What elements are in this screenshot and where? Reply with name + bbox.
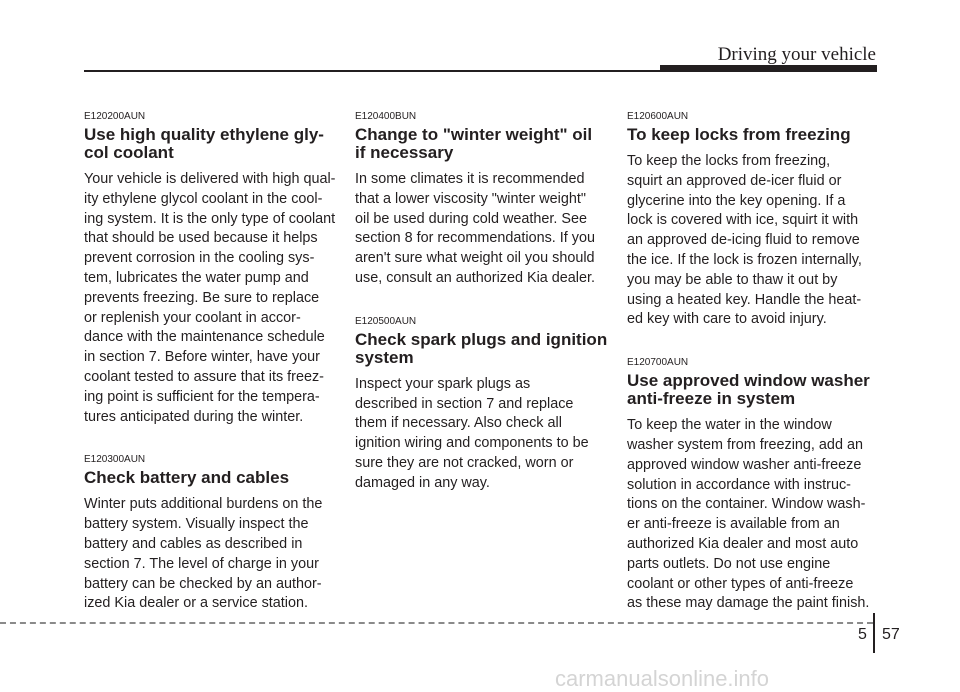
body-line: an approved de-icing fluid to remove: [627, 232, 860, 249]
heading-line: Use approved window washer: [627, 371, 870, 391]
footer-dashed-rule: [0, 622, 873, 624]
heading-line: To keep locks from freezing: [627, 125, 851, 144]
body-line: coolant tested to assure that its freez-: [84, 368, 324, 385]
body-line: prevent corrosion in the cooling sys-: [84, 250, 315, 267]
body-line: battery system. Visually inspect the: [84, 516, 309, 533]
section-heading: [84, 469, 335, 487]
section-code: E120700AUN: [627, 357, 689, 369]
body-line: tions on the container. Window wash-: [627, 496, 866, 513]
body-line: battery can be checked by an author-: [84, 575, 322, 592]
section-code: E120500AUN: [355, 315, 417, 327]
body-line: sure they are not cracked, worn or: [355, 454, 574, 471]
column-2: [355, 111, 606, 521]
header-rule: [84, 70, 660, 72]
body-line: use, consult an authorized Kia dealer.: [355, 269, 596, 286]
section-heading: [355, 331, 606, 367]
heading-line: Check spark plugs and ignition: [355, 329, 608, 349]
body-line: ing system. It is the only type of coolant: [84, 210, 336, 227]
section-body: [355, 375, 606, 494]
body-line: In some climates it is recommended: [355, 171, 585, 187]
body-line: battery and cables as described in: [84, 535, 303, 552]
body-line: parts outlets. Do not use engine: [627, 555, 831, 572]
body-line: tures anticipated during the winter.: [84, 408, 304, 425]
footer-divider: [873, 613, 875, 653]
section-heading: [627, 126, 878, 144]
body-line: approved window washer anti-freeze: [627, 456, 862, 473]
body-line: squirt an approved de-icer fluid or: [627, 172, 842, 189]
section: [84, 111, 335, 427]
section-body: [84, 495, 335, 614]
body-line: section 7. The level of charge in your: [84, 555, 319, 572]
body-line: Winter puts additional burdens on the: [84, 496, 323, 513]
chapter-title: Driving your vehicle: [717, 44, 876, 65]
body-line: described in section 7 and replace: [355, 395, 574, 412]
body-line: authorized Kia dealer and most auto: [627, 535, 859, 552]
body-line: ed key with care to avoid injury.: [627, 311, 827, 328]
section: [355, 316, 606, 494]
body-line: tem, lubricates the water pump and: [84, 269, 309, 286]
heading-line: anti-freeze in system: [627, 389, 796, 409]
section: [627, 111, 878, 330]
body-line: section 8 for recommendations. If you: [355, 230, 595, 247]
body-line: you may be able to thaw it out by: [627, 271, 838, 288]
page-number: 57: [882, 626, 900, 643]
chapter-number: 5: [858, 626, 867, 643]
body-line: as these may damage the paint finish.: [627, 595, 870, 612]
watermark: carmanualsonline.info: [555, 666, 770, 691]
section-code: E120400BUN: [355, 111, 417, 122]
section-heading: [355, 126, 606, 162]
section-body: [627, 416, 878, 614]
section-body: [627, 152, 878, 330]
body-line: that should be used because it helps: [84, 230, 318, 247]
body-line: ignition wiring and components to be: [355, 435, 589, 452]
body-line: ized Kia dealer or a service station.: [84, 595, 308, 612]
section-code: E120200AUN: [84, 111, 146, 122]
body-line: prevents freezing. Be sure to replace: [84, 289, 320, 306]
body-line: oil be used during cold weather. See: [355, 210, 588, 227]
header-tab-bar: [660, 65, 877, 72]
body-line: ing point is sufficient for the tempera-: [84, 388, 320, 405]
body-line: er anti-freeze is available from an: [627, 516, 840, 533]
body-line: glycerine into the key opening. If a: [627, 192, 846, 209]
heading-line: Change to "winter weight" oil: [355, 125, 593, 144]
section-heading: [84, 126, 335, 162]
body-line: damaged in any way.: [355, 474, 490, 491]
heading-line: system: [355, 347, 414, 367]
section: [355, 111, 606, 289]
body-line: aren't sure what weight oil you should: [355, 250, 595, 267]
body-line: To keep the locks from freezing,: [627, 153, 831, 169]
body-line: the ice. If the lock is frozen internally,: [627, 251, 862, 268]
body-line: dance with the maintenance schedule: [84, 329, 325, 346]
heading-line: col coolant: [84, 143, 174, 162]
section-body: [84, 170, 335, 427]
section-code: E120300AUN: [84, 454, 146, 466]
body-line: lock is covered with ice, squirt it with: [627, 212, 859, 229]
body-line: that a lower viscosity "winter weight": [355, 190, 586, 207]
body-line: Your vehicle is delivered with high qual-: [84, 171, 336, 187]
section-code: E120600AUN: [627, 111, 689, 122]
body-line: coolant or other types of anti-freeze: [627, 575, 854, 592]
body-line: or replenish your coolant in accor-: [84, 309, 301, 326]
body-line: To keep the water in the window: [627, 417, 832, 434]
heading-line: if necessary: [355, 143, 454, 162]
body-line: solution in accordance with instruc-: [627, 476, 851, 493]
body-line: Inspect your spark plugs as: [355, 375, 531, 392]
heading-line: Use high quality ethylene gly-: [84, 125, 324, 144]
section-body: [355, 170, 606, 289]
body-line: in section 7. Before winter, have your: [84, 349, 320, 366]
section: [627, 357, 878, 614]
body-line: using a heated key. Handle the heat-: [627, 291, 862, 308]
body-line: washer system from freezing, add an: [627, 436, 863, 453]
column-3: [627, 111, 878, 641]
heading-line: Check battery and cables: [84, 468, 290, 488]
section-heading: [627, 372, 878, 408]
body-line: ity ethylene glycol coolant in the cool-: [84, 190, 323, 207]
column-1: [84, 111, 335, 641]
section: [84, 454, 335, 614]
body-line: them if necessary. Also check all: [355, 415, 562, 432]
